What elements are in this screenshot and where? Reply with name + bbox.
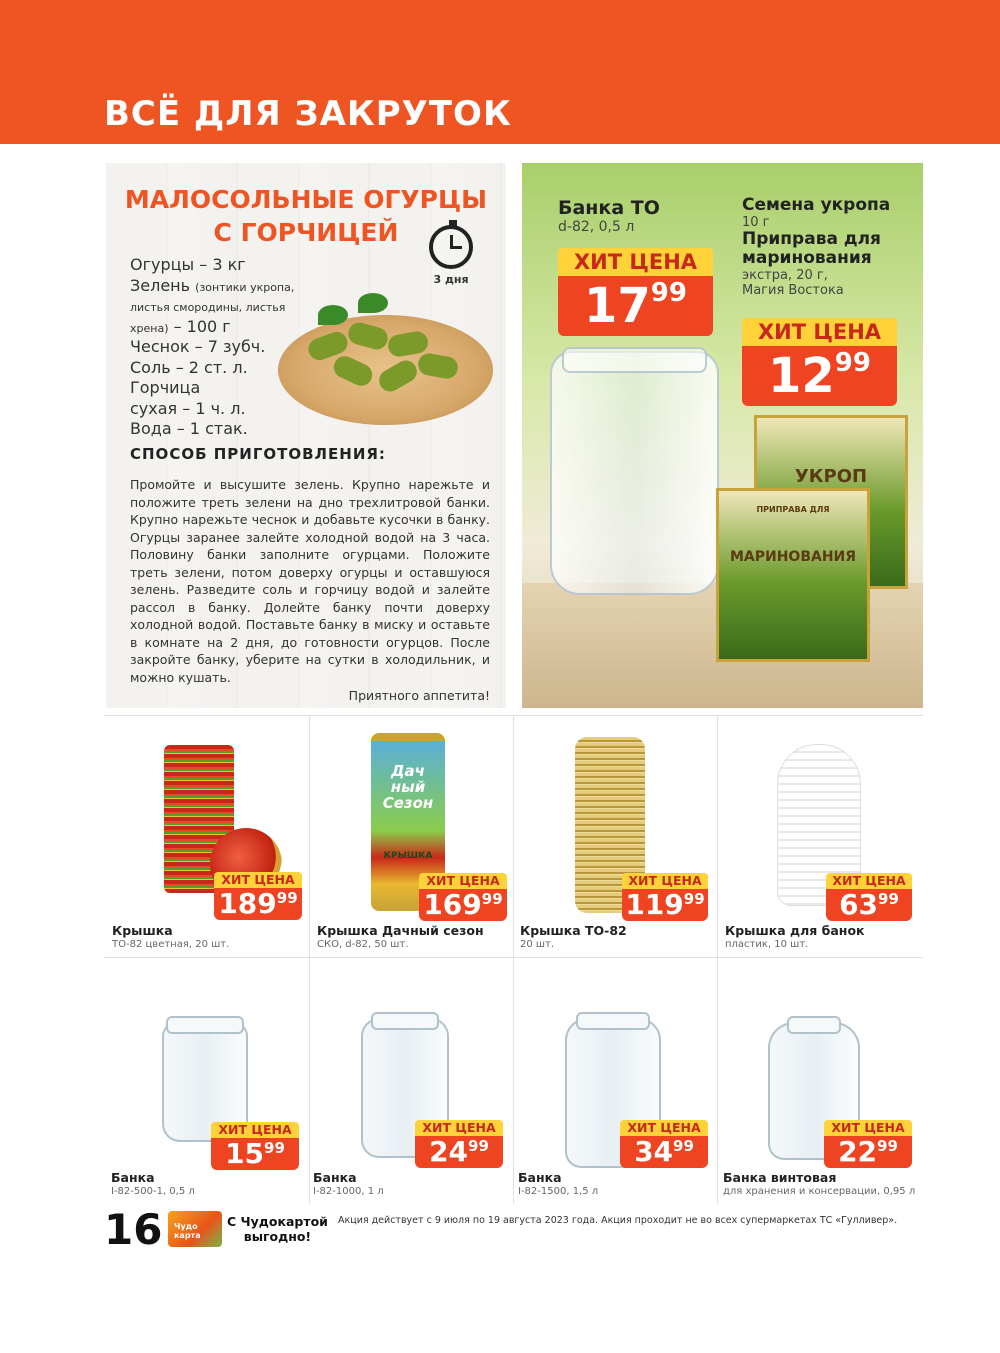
- price-tag: [826, 873, 912, 921]
- hit-price-label: ХИТ ЦЕНА: [419, 873, 507, 889]
- promo-panel: [522, 163, 923, 708]
- jar-promo-info: [558, 197, 660, 235]
- spice1-name: Семена укропа: [742, 195, 891, 215]
- price-main: 15: [225, 1137, 265, 1170]
- slogan-line1: С Чудокартой: [227, 1214, 328, 1229]
- price-cents: 99: [650, 278, 687, 308]
- divider: [717, 716, 718, 1204]
- sign-off: Приятного аппетита!: [348, 688, 490, 703]
- price-tag: [419, 873, 507, 921]
- timer: [426, 225, 476, 286]
- price-cents: 99: [468, 1137, 489, 1155]
- slogan-line2: выгодно!: [243, 1229, 312, 1244]
- pack-dill-label: УКРОП: [794, 466, 868, 487]
- product-name: Банка винтовая: [723, 1170, 837, 1185]
- clock-icon: [429, 225, 473, 269]
- pickles-plate-image: [278, 315, 493, 425]
- price-cents: 99: [481, 890, 503, 908]
- ingredient-cucumbers: Огурцы – 3 кг: [130, 255, 246, 274]
- spice2-sub-line2: Магия Востока: [742, 283, 844, 298]
- price: [419, 889, 507, 921]
- price-main: 169: [423, 888, 482, 921]
- product-sub: пластик, 10 шт.: [725, 939, 809, 950]
- price: [622, 889, 708, 921]
- price-tag: [824, 1120, 912, 1168]
- jar-promo-sub: d-82, 0,5 л: [558, 219, 635, 235]
- pack-marinade-top: ПРИПРАВА ДЛЯ: [756, 505, 830, 514]
- hit-price-label: ХИТ ЦЕНА: [211, 1122, 299, 1138]
- product-sub: I-82-1500, 1,5 л: [518, 1186, 599, 1197]
- card-text: Чудо карта: [174, 1222, 201, 1240]
- price-cents: 99: [673, 1137, 694, 1155]
- price-cents: 99: [877, 1137, 898, 1155]
- dachny-brand-line: ный: [390, 778, 426, 796]
- hit-price-label: ХИТ ЦЕНА: [826, 873, 912, 889]
- product-sub: СКО, d-82, 50 шт.: [317, 939, 409, 950]
- spice1-sub: 10 г: [742, 215, 770, 230]
- recipe-title-line1: МАЛОСОЛЬНЫЕ ОГУРЦЫ: [124, 185, 488, 214]
- price: [415, 1136, 503, 1168]
- product-sub: ТО-82 цветная, 20 шт.: [112, 939, 230, 950]
- price: [558, 276, 713, 336]
- product-sub: 20 шт.: [520, 939, 555, 950]
- marinade-pack-image: [716, 488, 870, 662]
- product-name: Крышка ТО-82: [520, 923, 627, 938]
- product-sub: для хранения и консервации, 0,95 л: [723, 1186, 916, 1197]
- page-title: ВСЁ ДЛЯ ЗАКРУТОК: [104, 94, 512, 134]
- product-sub: I-82-500-1, 0,5 л: [111, 1186, 195, 1197]
- page-header: [0, 0, 1000, 144]
- dachny-brand-label: [371, 763, 445, 811]
- price-cents: 99: [683, 890, 705, 908]
- ingredient-salt: Соль – 2 ст. л.: [130, 357, 248, 377]
- price-main: 119: [625, 888, 684, 921]
- ingredient-greens-amount: – 100 г: [173, 316, 231, 336]
- hit-price-label: ХИТ ЦЕНА: [824, 1120, 912, 1136]
- ingredient-mustard: Горчица: [130, 378, 201, 397]
- time-label: 3 дня: [433, 273, 469, 286]
- price: [620, 1136, 708, 1168]
- product-name: Крышка Дачный сезон: [317, 923, 484, 938]
- price: [826, 889, 912, 921]
- page-number: 16: [104, 1205, 163, 1254]
- price-main: 24: [429, 1135, 469, 1168]
- glass-jar-image: [550, 351, 719, 595]
- hit-price-label: ХИТ ЦЕНА: [742, 318, 897, 346]
- method-title: СПОСОБ ПРИГОТОВЛЕНИЯ:: [130, 445, 386, 463]
- pack-marinade-label: МАРИНОВАНИЯ: [729, 549, 857, 565]
- price: [214, 888, 302, 920]
- price: [742, 346, 897, 406]
- hit-price-label: ХИТ ЦЕНА: [415, 1120, 503, 1136]
- ingredients-list: [130, 255, 310, 440]
- ingredient-greens-label: Зелень: [130, 275, 191, 295]
- price-main: 12: [768, 348, 835, 404]
- price-cents: 99: [834, 348, 871, 378]
- ingredient-water: Вода – 1 стак.: [130, 419, 248, 438]
- price-main: 189: [218, 887, 277, 920]
- recipe-title-line2: С ГОРЧИЦЕЙ: [213, 218, 399, 247]
- ingredient-greens: [130, 276, 310, 338]
- hit-price-label: ХИТ ЦЕНА: [558, 248, 713, 276]
- slogan: [227, 1214, 328, 1244]
- spice2-sub-line1: экстра, 20 г,: [742, 268, 828, 283]
- price-tag: [415, 1120, 503, 1168]
- price: [211, 1138, 299, 1170]
- ingredient-garlic: Чеснок – 7 зубч.: [130, 337, 266, 356]
- price-cents: 99: [264, 1139, 285, 1157]
- price-main: 22: [838, 1135, 878, 1168]
- legal-text: Акция действует с 9 июля по 19 августа 2023 года. Акция проходит не во всех супермаркетах ТС «Гулливер».: [338, 1215, 898, 1226]
- price-tag: [620, 1120, 708, 1168]
- jar-promo-price-tag: [558, 248, 713, 336]
- price-main: 17: [584, 278, 651, 334]
- dachny-brand-line: Сезон: [382, 794, 434, 812]
- price-main: 34: [634, 1135, 674, 1168]
- ingredient-greens-note: (зонтики укропа, листья смородины, листья хрена): [130, 280, 295, 335]
- chudo-card-image: [168, 1211, 222, 1247]
- price-cents: 99: [276, 889, 298, 907]
- product-name: Банка: [111, 1170, 155, 1185]
- price: [824, 1136, 912, 1168]
- hit-price-label: ХИТ ЦЕНА: [620, 1120, 708, 1136]
- spice2-name-line2: маринования: [742, 248, 872, 268]
- spices-promo-info: [742, 195, 922, 298]
- ingredient-mustard-amount: сухая – 1 ч. л.: [130, 398, 246, 418]
- divider: [513, 716, 514, 1204]
- dachny-brand-line: Дач: [391, 762, 425, 780]
- jar-promo-name: Банка ТО: [558, 197, 660, 219]
- price-tag: [622, 873, 708, 921]
- price-main: 63: [839, 888, 879, 921]
- dachny-bottom-label: КРЫШКА: [383, 851, 433, 861]
- hit-price-label: ХИТ ЦЕНА: [622, 873, 708, 889]
- product-name: Банка: [518, 1170, 562, 1185]
- product-sub: I-82-1000, 1 л: [313, 1186, 384, 1197]
- divider: [309, 716, 310, 1204]
- spices-promo-price-tag: [742, 318, 897, 406]
- hit-price-label: ХИТ ЦЕНА: [214, 872, 302, 888]
- product-name: Крышка для банок: [725, 923, 865, 938]
- price-tag: [214, 872, 302, 920]
- price-tag: [211, 1122, 299, 1170]
- product-name: Крышка: [112, 923, 173, 938]
- method-text: Промойте и высушите зелень. Крупно нарежьте и положите треть зелени на дно трехлитровой банки. Крупно нарежьте чеснок и добавьте кусочки в банку. Огурцы заранее залейте холодной водой на 3 часа. Половину банки заполните огурцами. Положите треть зелени, потом доверху огурцы и оставшуюся зелень. Разведите соль и горчицу водой и залейте рассол в банку. Долейте банку почти доверху холодной водой. Поставьте банку в миску и оставьте в комнате на 2 дня, до готовности огурцов. После закройте банку, уберите на сутки в холодильник, и можно кушать.: [130, 477, 490, 685]
- recipe-panel: [106, 163, 506, 708]
- price-cents: 99: [878, 890, 899, 908]
- product-name: Банка: [313, 1170, 357, 1185]
- spice2-name-line1: Приправа для: [742, 229, 881, 249]
